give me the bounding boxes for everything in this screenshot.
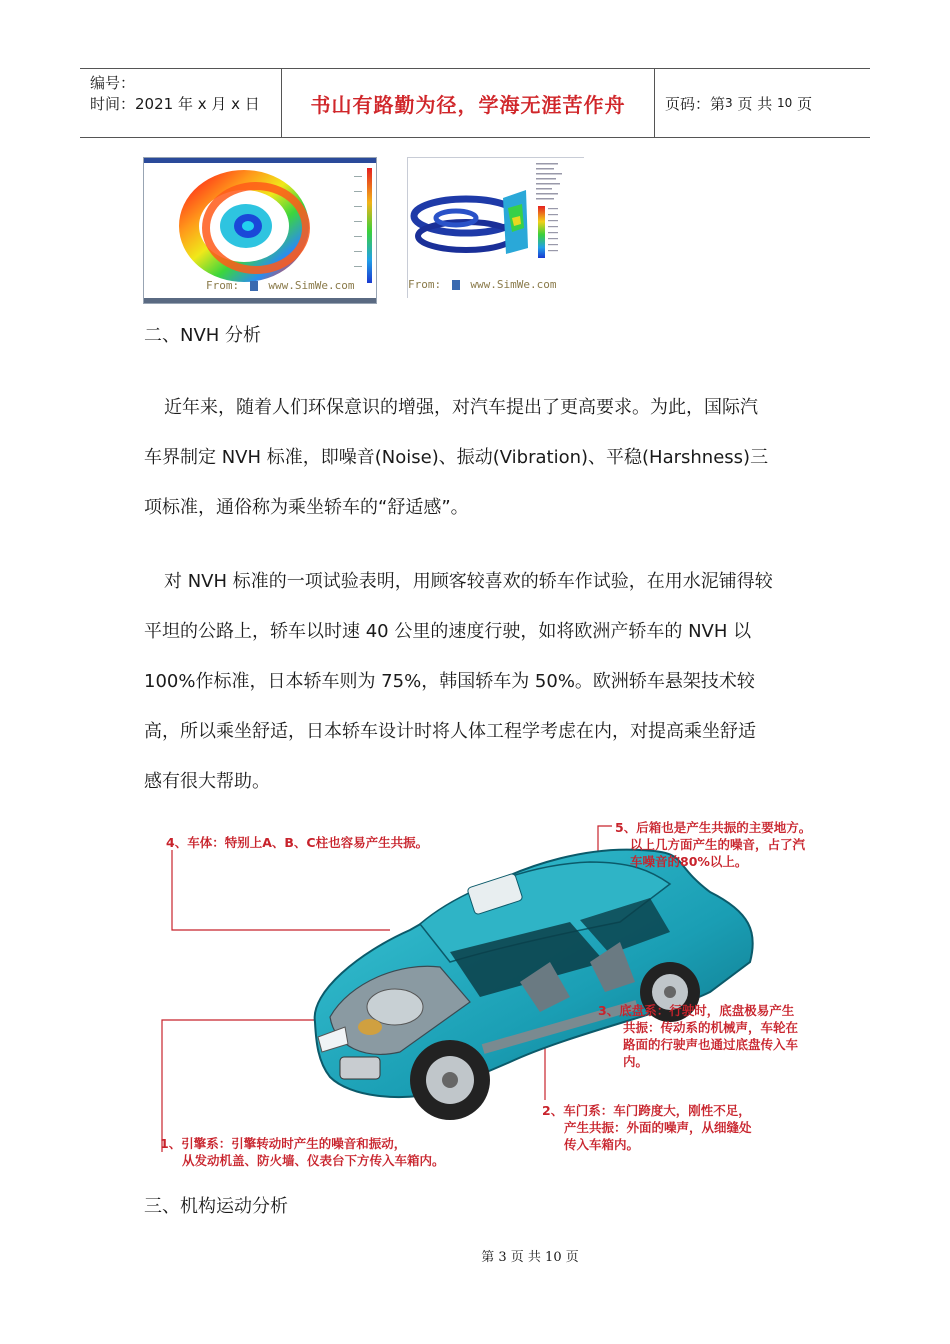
annotation-engine: 1、引擎系：引擎转动时产生的噪音和振动， 从发动机盖、防火墙、仪表台下方传入车箱内。 <box>160 1136 445 1168</box>
footer-page-number: 第 3 页 共 10 页 <box>481 1250 579 1265</box>
paragraph-line: 车界制定 NVH 标准，即噪音(Noise)、振动(Vibration)、平稳(Harshness)三 <box>144 447 769 468</box>
paragraph-line: 项标准，通俗称为乘坐轿车的“舒适感”。 <box>144 497 469 518</box>
paragraph-line: 对 NVH 标准的一项试验表明，用顾客较喜欢的轿车作试验，在用水泥铺得较 <box>164 571 773 592</box>
watermark-2: From: www.SimWe.com <box>408 278 557 291</box>
header-page-total: 10 <box>777 96 793 110</box>
fea-spring-graphic <box>408 158 584 298</box>
section-heading-mechanism: 三、机构运动分析 <box>144 1196 288 1217</box>
watermark-1: From: www.SimWe.com <box>206 279 355 292</box>
header-meta-cell <box>80 69 282 137</box>
header-page-current: 3 <box>725 96 733 110</box>
fea-ring-image <box>143 157 377 304</box>
watermark-logo-icon <box>250 281 258 291</box>
fea-spring-image <box>407 157 584 298</box>
annotation-chassis: 3、底盘系：行驶时，底盘极易产生 共振：传动系的机械声，车轮在 路面的行驶声也通过底盘传入车 内。 <box>598 1003 799 1069</box>
annotation-body: 4、车体：特别上A、B、C柱也容易产生共振。 <box>166 835 429 850</box>
paragraph-line: 高，所以乘坐舒适，日本轿车设计时将人体工程学考虑在内，对提高乘坐舒适 <box>144 721 756 742</box>
paragraph-nvh-test <box>144 557 812 807</box>
watermark-logo-icon <box>452 280 460 290</box>
header-motto: 书山有路勤为径，学海无涯苦作舟 <box>282 69 655 137</box>
page-footer <box>0 1246 950 1265</box>
header-table <box>80 68 870 138</box>
paragraph-line: 平坦的公路上，轿车以时速 40 公里的速度行驶，如将欧洲产轿车的 NVH 以 <box>144 621 752 642</box>
header-page-info: 页码：第 3 页 共 10 页 <box>665 94 813 113</box>
document-time-label: 时间：2021 年 x 月 x 日 <box>90 95 260 113</box>
annotation-door: 2、车门系：车门跨度大，刚性不足， 产生共振：外面的噪声，从细缝处 传入车箱内。 <box>542 1103 752 1152</box>
paragraph-line: 感有很大帮助。 <box>144 771 270 792</box>
paragraph-nvh-intro <box>144 383 812 533</box>
section-heading-nvh: 二、NVH 分析 <box>144 325 262 346</box>
document-number-label: 编号： <box>90 74 136 92</box>
paragraph-line: 100%作标准，日本轿车则为 75%，韩国轿车为 50%。欧洲轿车悬架技术较 <box>144 671 755 692</box>
annotation-trunk: 5、后箱也是产生共振的主要地方。 以上几方面产生的噪音，占了汽 车噪音的80%以上。 <box>615 820 812 869</box>
car-nvh-diagram <box>150 812 840 1174</box>
paragraph-line: 近年来，随着人们环保意识的增强，对汽车提出了更高要求。为此，国际汽 <box>164 397 758 418</box>
